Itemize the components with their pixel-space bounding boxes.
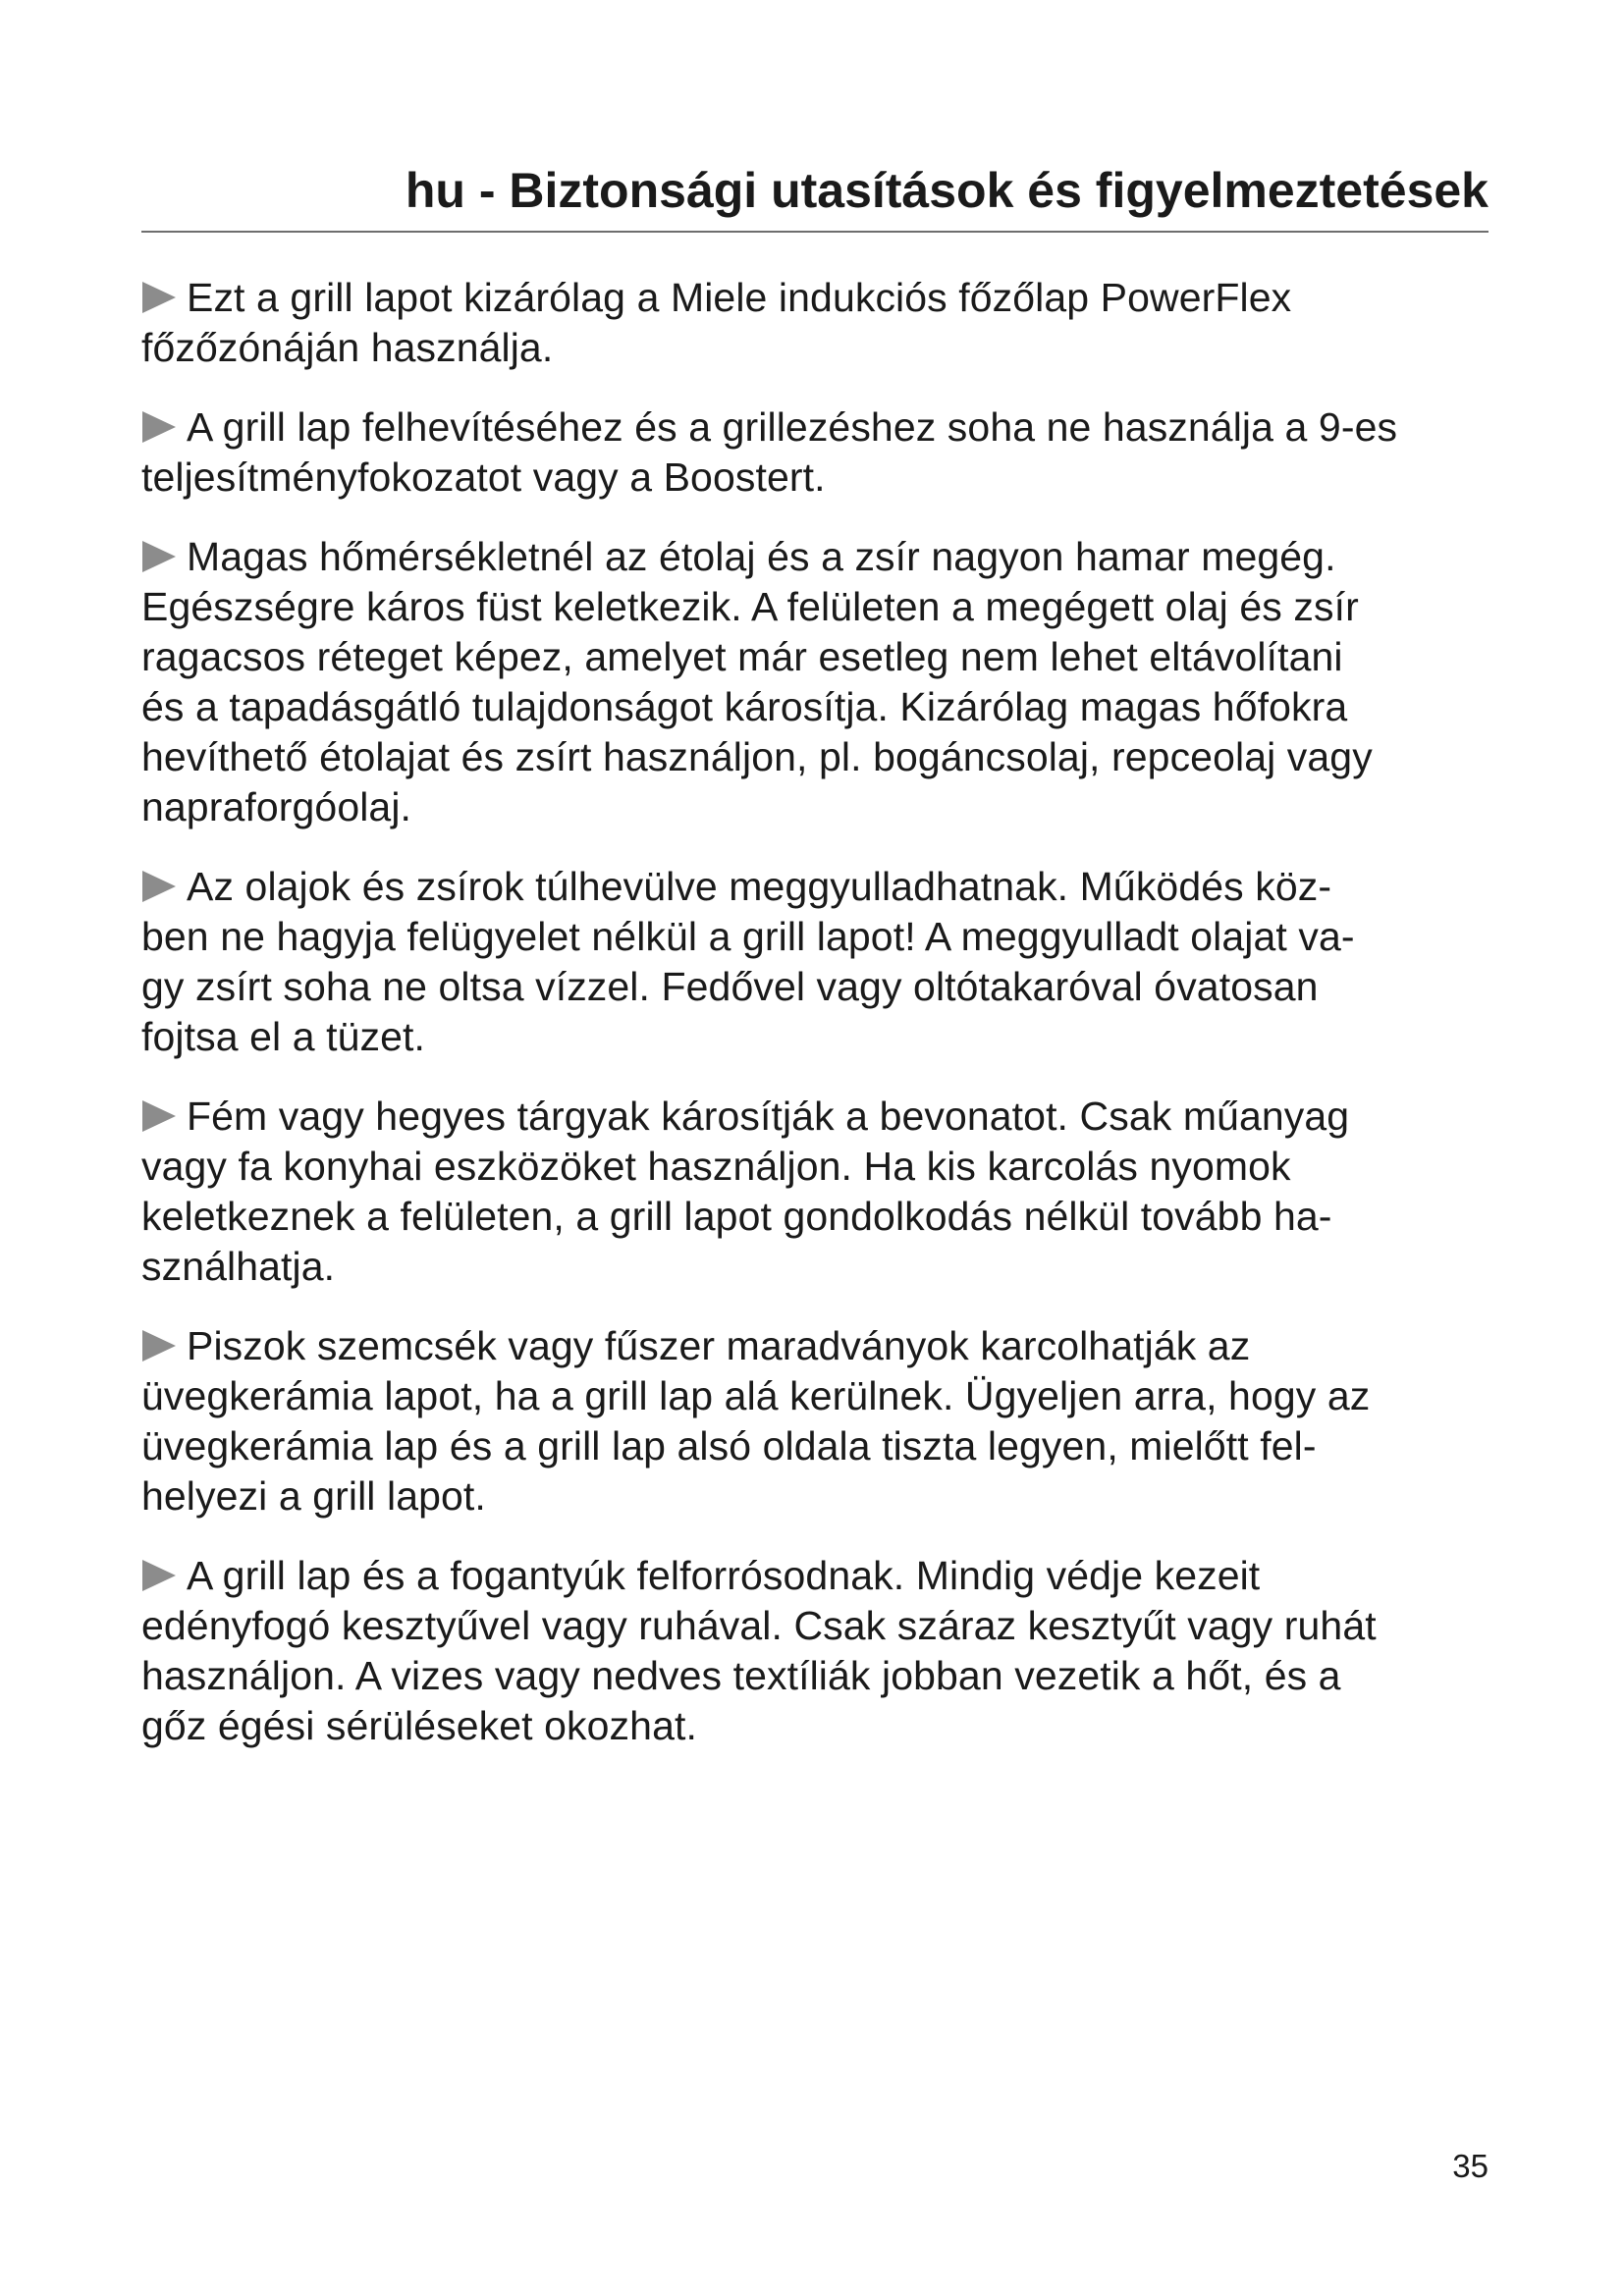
instruction-line: Az olajok és zsírok túlhevülve meggyulladhatnak. Működés köz- xyxy=(187,864,1332,909)
instruction-line: gőz égési sérüléseket okozhat. xyxy=(141,1703,697,1748)
instruction-line: üvegkerámia lap és a grill lap alsó oldala tiszta legyen, mielőtt fel- xyxy=(141,1423,1317,1468)
instruction-line: edényfogó kesztyűvel vagy ruhával. Csak száraz kesztyűt vagy ruhát xyxy=(141,1603,1377,1648)
play-arrow-icon xyxy=(141,540,177,573)
instruction-line: ragacsos réteget képez, amelyet már esetleg nem lehet eltávolítani xyxy=(141,634,1343,679)
play-arrow-icon xyxy=(141,281,177,314)
safety-instruction-item xyxy=(141,273,1496,373)
instruction-line: Ezt a grill lapot kizárólag a Miele indukciós főzőlap PowerFlex xyxy=(187,275,1292,320)
safety-instruction-item xyxy=(141,1551,1496,1751)
play-arrow-icon xyxy=(141,1559,177,1592)
safety-instruction-item xyxy=(141,1321,1496,1522)
instruction-line: üvegkerámia lapot, ha a grill lap alá kerülnek. Ügyeljen arra, hogy az xyxy=(141,1373,1371,1418)
play-arrow-icon xyxy=(141,410,177,444)
instruction-line: Piszok szemcsék vagy fűszer maradványok karcolhatják az xyxy=(187,1323,1251,1368)
page-title: hu - Biztonsági utasítások és figyelmeztetések xyxy=(405,163,1489,218)
page-header xyxy=(141,155,1489,233)
safety-instruction-item xyxy=(141,402,1496,503)
instruction-line: Magas hőmérsékletnél az étolaj és a zsír nagyon hamar megég. xyxy=(187,534,1336,579)
play-arrow-icon xyxy=(141,870,177,903)
instruction-line: teljesítményfokozatot vagy a Boostert. xyxy=(141,454,826,500)
safety-instructions-list xyxy=(141,273,1496,1781)
play-arrow-icon xyxy=(141,1099,177,1133)
instruction-line: A grill lap felhevítéséhez és a grillezéshez soha ne használja a 9-es xyxy=(187,404,1398,450)
instruction-line: fojtsa el a tüzet. xyxy=(141,1014,425,1059)
instruction-line: hevíthető étolajat és zsírt használjon, pl. bogáncsolaj, repceolaj vagy xyxy=(141,734,1373,779)
instruction-line: A grill lap és a fogantyúk felforrósodnak. Mindig védje kezeit xyxy=(187,1553,1261,1598)
instruction-line: és a tapadásgátló tulajdonságot károsítja. Kizárólag magas hőfokra xyxy=(141,684,1348,729)
page-number: 35 xyxy=(1452,2148,1489,2184)
safety-instruction-item xyxy=(141,532,1496,832)
play-arrow-icon xyxy=(141,1329,177,1362)
safety-instruction-item xyxy=(141,1092,1496,1292)
instruction-line: helyezi a grill lapot. xyxy=(141,1473,486,1519)
instruction-line: ben ne hagyja felügyelet nélkül a grill lapot! A meggyulladt olajat va- xyxy=(141,914,1355,959)
safety-instruction-item xyxy=(141,862,1496,1062)
instruction-line: vagy fa konyhai eszközöket használjon. Ha kis karcolás nyomok xyxy=(141,1144,1291,1189)
instruction-line: Fém vagy hegyes tárgyak károsítják a bevonatot. Csak műanyag xyxy=(187,1094,1350,1139)
instruction-line: keletkeznek a felületen, a grill lapot gondolkodás nélkül tovább ha- xyxy=(141,1194,1332,1239)
instruction-line: főzőzónáján használja. xyxy=(141,325,554,370)
instruction-line: napraforgóolaj. xyxy=(141,784,412,829)
instruction-line: sználhatja. xyxy=(141,1244,336,1289)
instruction-line: Egészségre káros füst keletkezik. A felületen a megégett olaj és zsír xyxy=(141,584,1359,629)
instruction-line: használjon. A vizes vagy nedves textíliák jobban vezetik a hőt, és a xyxy=(141,1653,1341,1698)
instruction-line: gy zsírt soha ne oltsa vízzel. Fedővel vagy oltótakaróval óvatosan xyxy=(141,964,1319,1009)
